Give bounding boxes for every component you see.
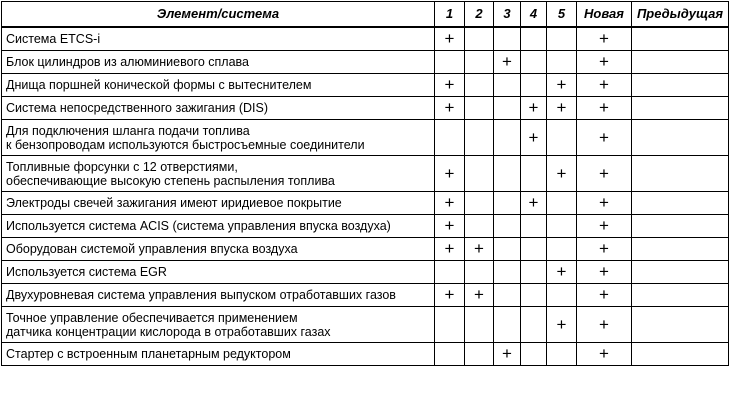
mark-cell: + <box>435 27 465 51</box>
mark-cell <box>632 27 729 51</box>
mark-cell <box>547 284 577 307</box>
table-row <box>2 284 729 307</box>
mark-cell <box>465 307 494 343</box>
table-row <box>2 261 729 284</box>
mark-cell <box>435 307 465 343</box>
header-row <box>2 2 729 28</box>
mark-cell: + <box>547 97 577 120</box>
header-previous: Предыдущая <box>632 2 729 28</box>
header-col-2: 2 <box>465 2 494 28</box>
mark-cell <box>465 343 494 366</box>
mark-cell <box>632 51 729 74</box>
mark-cell <box>632 192 729 215</box>
header-col-4: 4 <box>521 2 547 28</box>
element-cell: Оборудован системой управления впуска воздуха <box>2 238 435 261</box>
header-col-3: 3 <box>494 2 521 28</box>
mark-cell <box>494 156 521 192</box>
header-col-5: 5 <box>547 2 577 28</box>
mark-cell: + <box>494 343 521 366</box>
mark-cell <box>465 51 494 74</box>
mark-cell: + <box>577 284 632 307</box>
mark-cell <box>547 120 577 156</box>
table-row <box>2 238 729 261</box>
mark-cell <box>632 238 729 261</box>
mark-cell <box>521 343 547 366</box>
mark-cell: + <box>577 215 632 238</box>
mark-cell: + <box>494 51 521 74</box>
mark-cell <box>521 156 547 192</box>
mark-cell <box>521 307 547 343</box>
mark-cell <box>632 74 729 97</box>
mark-cell <box>465 74 494 97</box>
mark-cell <box>494 120 521 156</box>
mark-cell: + <box>547 74 577 97</box>
table-row <box>2 215 729 238</box>
mark-cell <box>521 261 547 284</box>
mark-cell <box>547 215 577 238</box>
element-cell: Система непосредственного зажигания (DIS) <box>2 97 435 120</box>
mark-cell <box>632 156 729 192</box>
mark-cell <box>494 192 521 215</box>
table-row <box>2 307 729 343</box>
mark-cell: + <box>435 192 465 215</box>
mark-cell <box>494 238 521 261</box>
element-cell: Днища поршней конической формы с вытеснителем <box>2 74 435 97</box>
mark-cell <box>494 27 521 51</box>
mark-cell: + <box>435 238 465 261</box>
mark-cell <box>494 261 521 284</box>
mark-cell <box>465 192 494 215</box>
element-cell: Электроды свечей зажигания имеют иридиевое покрытие <box>2 192 435 215</box>
mark-cell: + <box>435 74 465 97</box>
mark-cell: + <box>577 27 632 51</box>
mark-cell <box>494 215 521 238</box>
element-cell: Точное управление обеспечивается применением датчика концентрации кислорода в отработавших газах <box>2 307 435 343</box>
table-row <box>2 156 729 192</box>
mark-cell <box>632 215 729 238</box>
mark-cell: + <box>465 284 494 307</box>
mark-cell <box>465 97 494 120</box>
mark-cell <box>465 261 494 284</box>
mark-cell: + <box>577 74 632 97</box>
mark-cell: + <box>577 261 632 284</box>
mark-cell: + <box>577 120 632 156</box>
mark-cell <box>435 51 465 74</box>
mark-cell <box>632 307 729 343</box>
element-cell: Используется система EGR <box>2 261 435 284</box>
mark-cell <box>494 307 521 343</box>
element-cell: Двухуровневая система управления выпуском отработавших газов <box>2 284 435 307</box>
mark-cell <box>632 343 729 366</box>
mark-cell <box>521 51 547 74</box>
mark-cell: + <box>435 215 465 238</box>
table-row <box>2 51 729 74</box>
mark-cell <box>465 120 494 156</box>
element-cell: Стартер с встроенным планетарным редуктором <box>2 343 435 366</box>
mark-cell <box>435 120 465 156</box>
mark-cell <box>521 238 547 261</box>
mark-cell <box>632 120 729 156</box>
mark-cell: + <box>547 261 577 284</box>
mark-cell <box>465 156 494 192</box>
mark-cell: + <box>577 51 632 74</box>
element-cell: Используется система ACIS (система управления впуска воздуха) <box>2 215 435 238</box>
mark-cell: + <box>521 192 547 215</box>
mark-cell <box>494 97 521 120</box>
mark-cell <box>521 27 547 51</box>
mark-cell <box>494 284 521 307</box>
element-cell: Система ETCS-i <box>2 27 435 51</box>
mark-cell: + <box>547 307 577 343</box>
table-row <box>2 120 729 156</box>
element-cell: Блок цилиндров из алюминиевого сплава <box>2 51 435 74</box>
mark-cell <box>494 74 521 97</box>
mark-cell <box>547 192 577 215</box>
mark-cell: + <box>577 156 632 192</box>
mark-cell <box>632 284 729 307</box>
mark-cell: + <box>547 156 577 192</box>
features-table <box>1 1 729 366</box>
mark-cell: + <box>435 156 465 192</box>
mark-cell <box>465 215 494 238</box>
mark-cell <box>521 215 547 238</box>
mark-cell <box>632 97 729 120</box>
mark-cell: + <box>577 343 632 366</box>
header-col-1: 1 <box>435 2 465 28</box>
mark-cell <box>521 74 547 97</box>
mark-cell <box>547 238 577 261</box>
header-new: Новая <box>577 2 632 28</box>
mark-cell <box>547 51 577 74</box>
mark-cell: + <box>435 284 465 307</box>
mark-cell: + <box>577 307 632 343</box>
element-cell: Для подключения шланга подачи топлива к бензопроводам используются быстросъемные соединители <box>2 120 435 156</box>
mark-cell <box>435 261 465 284</box>
table-row <box>2 343 729 366</box>
table-row <box>2 27 729 51</box>
header-element: Элемент/система <box>2 2 435 28</box>
mark-cell <box>435 343 465 366</box>
mark-cell: + <box>521 97 547 120</box>
mark-cell: + <box>465 238 494 261</box>
mark-cell: + <box>577 97 632 120</box>
table-row <box>2 74 729 97</box>
mark-cell <box>547 343 577 366</box>
mark-cell: + <box>577 238 632 261</box>
mark-cell: + <box>435 97 465 120</box>
mark-cell: + <box>521 120 547 156</box>
element-cell: Топливные форсунки с 12 отверстиями, обеспечивающие высокую степень распыления топлива <box>2 156 435 192</box>
mark-cell <box>521 284 547 307</box>
mark-cell <box>632 261 729 284</box>
table-row <box>2 97 729 120</box>
table-row <box>2 192 729 215</box>
mark-cell: + <box>577 192 632 215</box>
mark-cell <box>465 27 494 51</box>
mark-cell <box>547 27 577 51</box>
